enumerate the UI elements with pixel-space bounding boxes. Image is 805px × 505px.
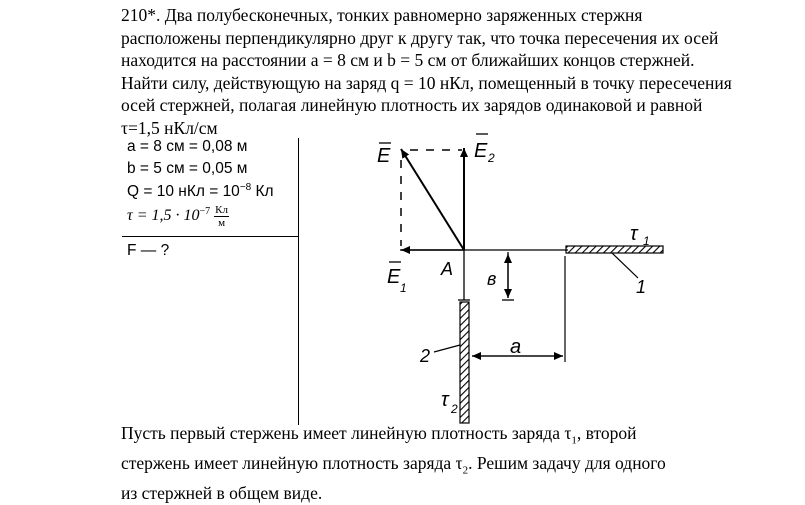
label-A: A	[441, 259, 454, 279]
label-a: a	[510, 336, 522, 358]
label-tau1: τ	[630, 223, 638, 245]
rod-2	[460, 302, 469, 423]
rod1-leader	[612, 253, 638, 278]
given-tau-exp: −7	[199, 205, 211, 217]
solution-part3: . Решим задачу для одного из стержней в общем виде.	[121, 453, 666, 503]
problem-statement: 210*. Два полубесконечных, тонких равномерно заряженных стержня расположены перпендикулярно друг к другу так, что точка пересечения их осей находится на расстоянии a = 8 см и b = 5 см от ближайших концов стержней. Найти силу, действующую на заряд q = 10 нКл, помещенный в точку пересечения осей стержней, полагая линейную плотность их зарядов одинаковой и равной τ=1,5 нКл/см	[121, 5, 732, 138]
solution-tau2-sub: 2	[462, 464, 469, 477]
solution-part2: , второй стержень имеет линейную плотность заряда τ	[121, 423, 637, 473]
rod2-leader	[434, 345, 460, 352]
tau-unit-num: Кл	[215, 204, 228, 216]
given-q-prefix: Q = 10 нКл = 10	[127, 183, 240, 201]
label-rod1: 1	[636, 277, 647, 297]
solution-part1: Пусть первый стержень имеет линейную плотность заряда τ	[121, 423, 572, 443]
label-E: E	[377, 145, 391, 167]
given-q-unit: Кл	[251, 183, 274, 201]
label-tau2-sub: 2	[451, 402, 458, 416]
given-q-exp: −8	[239, 182, 252, 193]
find-line: F — ?	[127, 242, 170, 259]
label-E2-sub: 2	[488, 151, 495, 165]
solution-text	[121, 422, 681, 505]
label-tau2: τ	[441, 389, 449, 411]
label-b: в	[487, 269, 497, 289]
given-b: b = 5 см = 0,05 м	[127, 160, 248, 177]
solution-tau1-sub: 1	[571, 434, 577, 447]
given-a: a = 8 см = 0,08 м	[127, 138, 248, 155]
label-rod2: 2	[420, 346, 431, 366]
label-E2: E	[474, 140, 488, 162]
label-tau1-sub: 1	[643, 234, 650, 248]
label-E1: E	[387, 266, 401, 288]
vector-E	[401, 149, 464, 250]
given-tau-prefix: τ = 1,5 · 10	[127, 207, 200, 225]
label-E1-sub: 1	[400, 281, 407, 295]
tau-unit-den: м	[218, 217, 226, 229]
